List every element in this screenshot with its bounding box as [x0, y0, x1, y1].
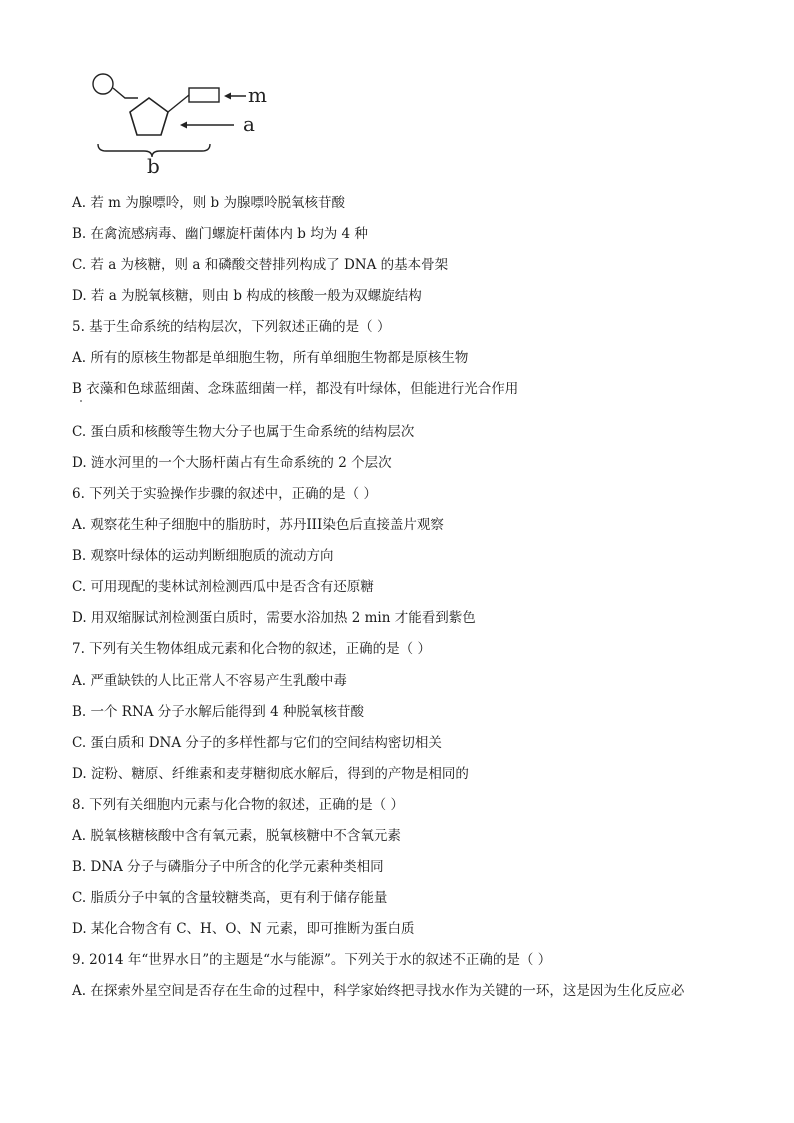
arrow-m-head	[224, 93, 231, 100]
option-line: B 衣藻和色球蓝细菌、念珠蓝细菌一样，都没有叶绿体，但能进行光合作用	[72, 381, 519, 397]
option-line: A. 所有的原核生物都是单细胞生物，所有单细胞生物都是原核生物	[72, 350, 469, 366]
label-m: m	[248, 83, 267, 107]
option-line: C. 蛋白质和核酸等生物大分子也属于生命系统的结构层次	[72, 424, 415, 440]
option-line: A. 脱氧核糖核酸中含有氧元素，脱氧核糖中不含氧元素	[72, 828, 401, 844]
arrow-a-head	[180, 122, 187, 129]
option-line: D. 用双缩脲试剂检测蛋白质时，需要水浴加热 2 min 才能看到紫色	[72, 610, 476, 626]
option-line: A. 观察花生种子细胞中的脂肪时，苏丹III染色后直接盖片观察	[72, 517, 444, 533]
option-line: B. 一个 RNA 分子水解后能得到 4 种脱氧核苷酸	[72, 704, 364, 720]
base-rectangle	[189, 88, 219, 102]
nucleotide-diagram	[84, 68, 284, 178]
option-line: D. 某化合物含有 C、H、O、N 元素，即可推断为蛋白质	[72, 921, 415, 937]
option-line: D. 涟水河里的一个大肠杆菌占有生命系统的 2 个层次	[72, 455, 392, 471]
option-line: C. 蛋白质和 DNA 分子的多样性都与它们的空间结构密切相关	[72, 735, 442, 751]
option-line: A. 在探索外星空间是否存在生命的过程中，科学家始终把寻找水作为关键的一环，这是因为生化反应必	[72, 983, 685, 999]
base-bond-line	[168, 95, 189, 112]
option-line: C. 若 a 为核糖，则 a 和磷酸交替排列构成了 DNA 的基本骨架	[72, 257, 449, 273]
question-line: 7. 下列有关生物体组成元素和化合物的叙述，正确的是（ ）	[72, 641, 431, 657]
stray-dot	[80, 400, 82, 402]
phosphate-circle	[93, 74, 113, 94]
option-line: C. 脂质分子中氧的含量较糖类高，更有利于储存能量	[72, 890, 388, 906]
question-line: 8. 下列有关细胞内元素与化合物的叙述，正确的是（ ）	[72, 797, 404, 813]
option-line: B. 观察叶绿体的运动判断细胞质的流动方向	[72, 548, 334, 564]
option-line: C. 可用现配的斐林试剂检测西瓜中是否含有还原糖	[72, 579, 374, 595]
label-a: a	[243, 112, 255, 136]
pentose-sugar-pentagon	[130, 98, 168, 135]
option-line: B. DNA 分子与磷脂分子中所含的化学元素种类相同	[72, 859, 384, 875]
option-line: A. 若 m 为腺嘌呤，则 b 为腺嘌呤脱氧核苷酸	[72, 195, 345, 211]
option-line: D. 若 a 为脱氧核糖，则由 b 构成的核酸一般为双螺旋结构	[72, 288, 422, 304]
option-line: B. 在禽流感病毒、幽门螺旋杆菌体内 b 均为 4 种	[72, 226, 368, 242]
phosphate-bond-line	[113, 88, 138, 98]
option-line: D. 淀粉、糖原、纤维素和麦芽糖彻底水解后，得到的产物是相同的	[72, 766, 469, 782]
question-line: 6. 下列关于实验操作步骤的叙述中，正确的是（ ）	[72, 486, 377, 502]
label-b: b	[147, 154, 160, 178]
question-line: 5. 基于生命系统的结构层次，下列叙述正确的是（ ）	[72, 319, 391, 335]
question-line: 9. 2014 年“世界水日”的主题是“水与能源”。下列关于水的叙述不正确的是（ ）	[72, 952, 552, 968]
option-line: A. 严重缺铁的人比正常人不容易产生乳酸中毒	[72, 673, 347, 689]
